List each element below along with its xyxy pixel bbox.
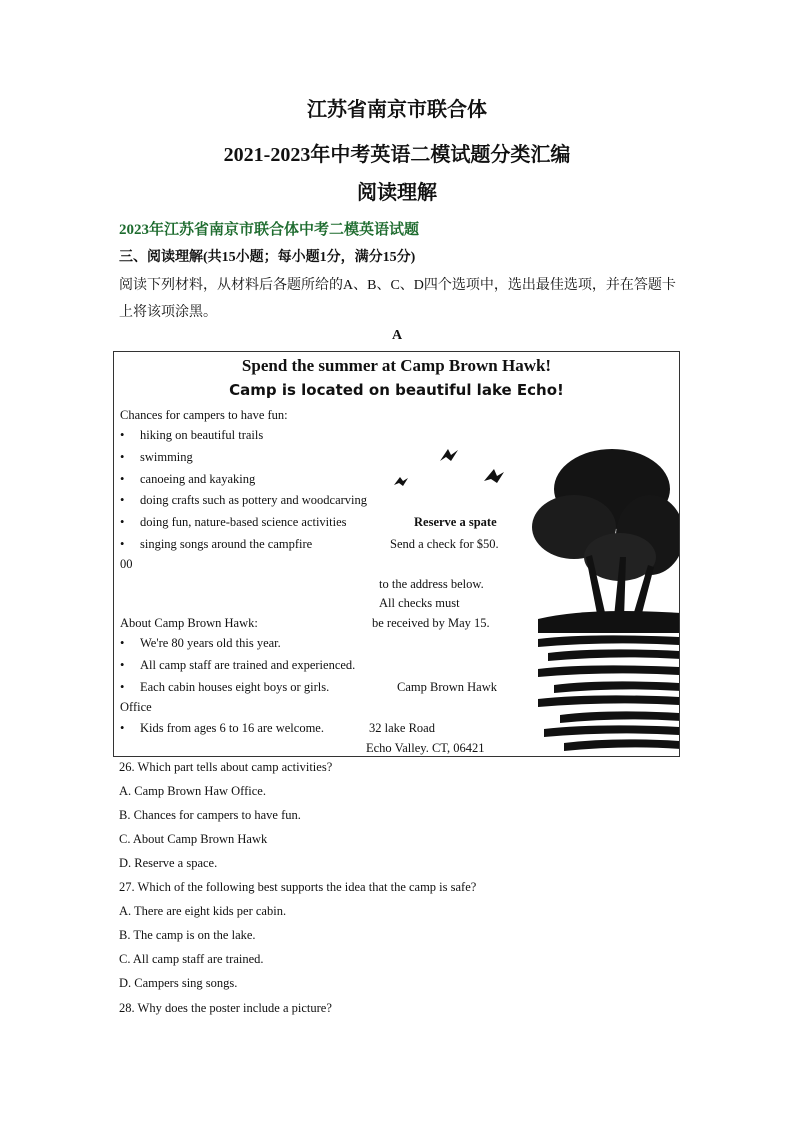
shoreline	[538, 611, 680, 633]
section-heading: 三、阅读理解(共15小题；每小题1分，满分15分)	[119, 250, 416, 265]
reserve-heading: Reserve a spate	[414, 515, 497, 529]
instruction-line-1: 阅读下列材料，从材料后各题所给的A、B、C、D四个选项中，选出最佳选项，并在答题卡	[119, 278, 676, 293]
question-stem: 26. Which part tells about camp activities?	[119, 760, 333, 774]
answer-option[interactable]: B. Chances for campers to have fun.	[119, 808, 301, 822]
fun-item: • swimming	[120, 450, 193, 464]
answer-option[interactable]: B. The camp is on the lake.	[119, 928, 256, 942]
bird-icon	[394, 477, 408, 486]
reserve-line: All checks must	[379, 596, 460, 610]
bird-icon	[440, 449, 458, 461]
answer-option[interactable]: A. Camp Brown Haw Office.	[119, 784, 266, 798]
doc-title-main: 2021-2023年中考英语二模试题分类汇编	[223, 144, 571, 166]
about-item: • All camp staff are trained and experienced.	[120, 658, 356, 672]
office-line: Camp Brown Hawk	[397, 680, 497, 694]
fun-item: • doing fun, nature-based science activities	[120, 515, 347, 529]
about-item: • Each cabin houses eight boys or girls.	[120, 680, 330, 694]
fun-heading: Chances for campers to have fun:	[120, 408, 288, 422]
bird-icon	[484, 469, 504, 483]
reserve-line: be received by May 15.	[372, 616, 490, 630]
doc-title-topic: 阅读理解	[357, 182, 437, 204]
passage-label: A	[391, 328, 403, 343]
question-stem: 27. Which of the following best supports the idea that the camp is safe?	[119, 880, 477, 894]
reserve-line: 00	[120, 557, 133, 571]
answer-option[interactable]: C. About Camp Brown Hawk	[119, 832, 268, 846]
about-heading: About Camp Brown Hawk:	[120, 616, 258, 630]
answer-option[interactable]: A. There are eight kids per cabin.	[119, 904, 287, 918]
camp-poster	[113, 351, 680, 757]
instruction-line-2: 上将该项涂黑。	[119, 305, 217, 320]
exam-title: 2023年江苏省南京市联合体中考二模英语试题	[119, 222, 420, 238]
office-line: 32 lake Road	[369, 721, 435, 735]
about-item: • Kids from ages 6 to 16 are welcome.	[120, 721, 324, 735]
reserve-line: to the address below.	[379, 577, 484, 591]
about-item: • We're 80 years old this year.	[120, 636, 281, 650]
fun-item: • singing songs around the campfire	[120, 537, 313, 551]
fun-item: • canoeing and kayaking	[120, 472, 256, 486]
reserve-line: Send a check for $50.	[390, 537, 499, 551]
question-stem: 28. Why does the poster include a picture?	[119, 1001, 332, 1015]
answer-option[interactable]: D. Campers sing songs.	[119, 976, 238, 990]
office-line: Echo Valley. CT, 06421	[366, 741, 485, 755]
water-ripples	[538, 635, 680, 751]
answer-option[interactable]: D. Reserve a space.	[119, 856, 218, 870]
fun-item: • doing crafts such as pottery and woodcarving	[120, 493, 368, 507]
office-line: Office	[120, 700, 152, 714]
doc-title-region: 江苏省南京市联合体	[307, 99, 487, 121]
poster-subtitle: Camp is located on beautiful lake Echo!	[229, 381, 564, 399]
answer-option[interactable]: C. All camp staff are trained.	[119, 952, 264, 966]
fun-item: • hiking on beautiful trails	[120, 428, 264, 442]
poster-title: Spend the summer at Camp Brown Hawk!	[241, 356, 552, 375]
